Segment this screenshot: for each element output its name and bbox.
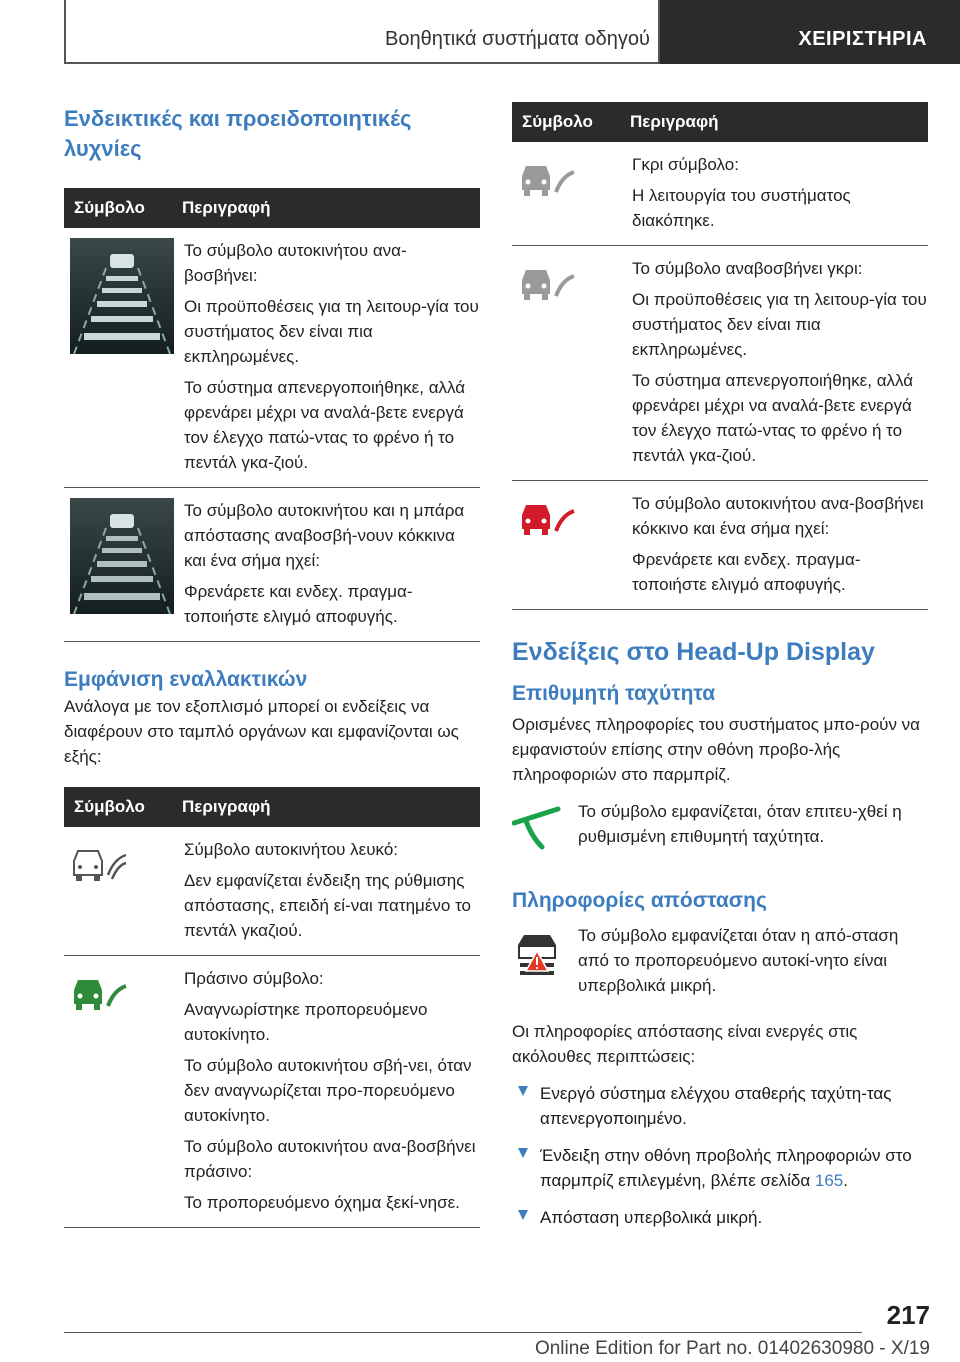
desired-speed-heading: Επιθυμητή ταχύτητα — [512, 682, 716, 705]
desired-speed-icon — [512, 805, 562, 851]
row-text: Σύμβολο αυτοκινήτου λευκό: — [184, 840, 399, 859]
desired-speed-text: Ορισμένες πληροφορίες του συστήματος μπο-ρούν να εμφανιστούν επίσης στην οθόνη προβο-λής πληροφοριών στο παρμπρίζ. — [512, 715, 920, 784]
row-text: Το σύμβολο αυτοκινήτου ανα-βοσβήνει κόκκινο και ένα σήμα ηχεί: — [632, 494, 924, 538]
bullet-triangle-icon — [518, 1086, 528, 1096]
car-distance-bars-camera-icon — [70, 238, 174, 354]
bullet-triangle-icon — [518, 1210, 528, 1220]
row-text: Το σύμβολο αυτοκινήτου ανα-βοσβήνει: — [184, 241, 407, 285]
desired-speed-item — [512, 799, 928, 869]
car-speedometer-grey-blinking-icon — [518, 264, 576, 308]
symbol-column-header: Σύμβολο — [64, 787, 182, 827]
table-row — [64, 488, 480, 642]
distance-info-heading: Πληροφορίες απόστασης — [512, 889, 767, 912]
row-text: Φρενάρετε και ενδεχ. πραγμα-τοποιήστε ελιγμό αποφυγής. — [184, 582, 413, 626]
row-text: Οι προϋποθέσεις για τη λειτουρ-γία του συστήματος δεν είναι πια εκπληρωμένες. — [184, 297, 479, 366]
symbol-column-header: Σύμβολο — [512, 102, 630, 142]
indicator-lights-heading: Ενδεικτικές και προειδοποιητικές λυχνίες — [64, 106, 412, 161]
table-row — [64, 827, 480, 956]
list-item: Ένδειξη στην οθόνη προβολής πληροφοριών στο παρμπρίζ επιλεγμένη, βλέπε σελίδα 165. — [512, 1143, 928, 1193]
indicator-table — [64, 188, 480, 642]
row-text: Πράσινο σύμβολο: — [184, 969, 324, 988]
row-text: Γκρι σύμβολο: — [632, 155, 739, 174]
symbol-table — [512, 102, 928, 610]
table-row — [512, 481, 928, 610]
row-text: Το σύμβολο αυτοκινήτου ανα-βοσβήνει πράσινο: — [184, 1137, 476, 1181]
description-column-header: Περιγραφή — [182, 188, 480, 228]
section-title: Βοηθητικά συστήματα οδηγού — [385, 28, 650, 50]
footer-edition: Online Edition for Part no. 01402630980 - X/19 — [534, 1338, 930, 1359]
table-row — [64, 956, 480, 1228]
list-item: Ενεργό σύστημα ελέγχου σταθερής ταχύτη-τας απενεργοποιημένο. — [512, 1081, 928, 1131]
right-column — [512, 102, 928, 1230]
car-speedometer-grey-icon — [518, 160, 576, 204]
alternative-display-heading: Εμφάνιση εναλλακτικών — [64, 668, 308, 691]
car-speedometer-green-icon — [70, 974, 128, 1018]
table-row — [512, 246, 928, 481]
row-text: Δεν εμφανίζεται ένδειξη της ρύθμισης απόστασης, επειδή εί-ναι πατημένο το πεντάλ γκαζιού. — [184, 871, 472, 940]
row-text: Το σύστημα απενεργοποιήθηκε, αλλά φρενάρει μέχρι να αναλά-βετε ενεργά τον έλεγχο πατώ-ντας το φρένο ή το πεντάλ γκα-ζιού. — [632, 371, 914, 465]
description-column-header: Περιγραφή — [630, 102, 928, 142]
alternative-display-text: Ανάλογα με τον εξοπλισμό μπορεί οι ενδείξεις να διαφέρουν στο ταμπλό οργάνων και εμφανίζονται ως εξής: — [64, 697, 459, 766]
row-text: Το σύμβολο αυτοκινήτου και η μπάρα απόστασης αναβοσβή-νουν κόκκινα και ένα σήμα ηχεί: — [184, 501, 465, 570]
row-text: Αναγνωρίστηκε προπορευόμενο αυτοκίνητο. — [184, 1000, 428, 1044]
car-speedometer-white-icon — [70, 845, 128, 889]
description-column-header: Περιγραφή — [182, 787, 480, 827]
distance-warning-icon — [512, 933, 562, 977]
row-text: Το σύμβολο αυτοκινήτου σβή-νει, όταν δεν αναγνωρίζεται προ-πορευόμενο αυτοκίνητο. — [184, 1056, 472, 1125]
table-row — [64, 228, 480, 488]
left-column — [64, 104, 480, 1228]
row-text: Φρενάρετε και ενδεχ. πραγμα-τοποιήστε ελιγμό αποφυγής. — [632, 550, 861, 594]
hud-heading: Ενδείξεις στο Head-Up Display — [512, 638, 875, 666]
distance-info-item — [512, 923, 928, 1009]
row-text: Το προπορευόμενο όχημα ξεκί-νησε. — [184, 1193, 460, 1212]
table-row — [512, 142, 928, 246]
distance-info-text: Οι πληροφορίες απόστασης είναι ενεργές στις ακόλουθες περιπτώσεις: — [512, 1022, 858, 1066]
page-number: 217 — [886, 1300, 930, 1330]
row-text: Το σύστημα απενεργοποιήθηκε, αλλά φρενάρει μέχρι να αναλά-βετε ενεργά τον έλεγχο πατώ-ντας το φρένο ή το πεντάλ γκα-ζιού. — [184, 378, 466, 472]
page-header — [64, 0, 960, 64]
page-link[interactable]: 165 — [814, 1171, 844, 1190]
distance-info-icon-text: Το σύμβολο εμφανίζεται όταν η από-σταση από το προπορευόμενο αυτοκί-νητο είναι υπερβολικά μικρή. — [578, 926, 899, 995]
list-item: Απόσταση υπερβολικά μικρή. — [512, 1205, 928, 1230]
row-text: Το σύμβολο αναβοσβήνει γκρι: — [632, 259, 863, 278]
alternative-table — [64, 787, 480, 1228]
footer-divider — [64, 1332, 862, 1333]
chapter-tab: ΧΕΙΡΙΣΤΗΡΙΑ — [660, 0, 960, 64]
car-red-distance-bars-camera-icon — [70, 498, 174, 614]
desired-speed-icon-text: Το σύμβολο εμφανίζεται, όταν επιτευ-χθεί η ρυθμισμένη επιθυμητή ταχύτητα. — [578, 802, 902, 846]
conditions-list — [512, 1081, 928, 1230]
symbol-column-header: Σύμβολο — [64, 188, 182, 228]
bullet-triangle-icon — [518, 1148, 528, 1158]
row-text: Η λειτουργία του συστήματος διακόπηκε. — [632, 186, 851, 230]
car-speedometer-red-icon — [518, 499, 576, 543]
row-text: Οι προϋποθέσεις για τη λειτουρ-γία του συστήματος δεν είναι πια εκπληρωμένες. — [632, 290, 927, 359]
